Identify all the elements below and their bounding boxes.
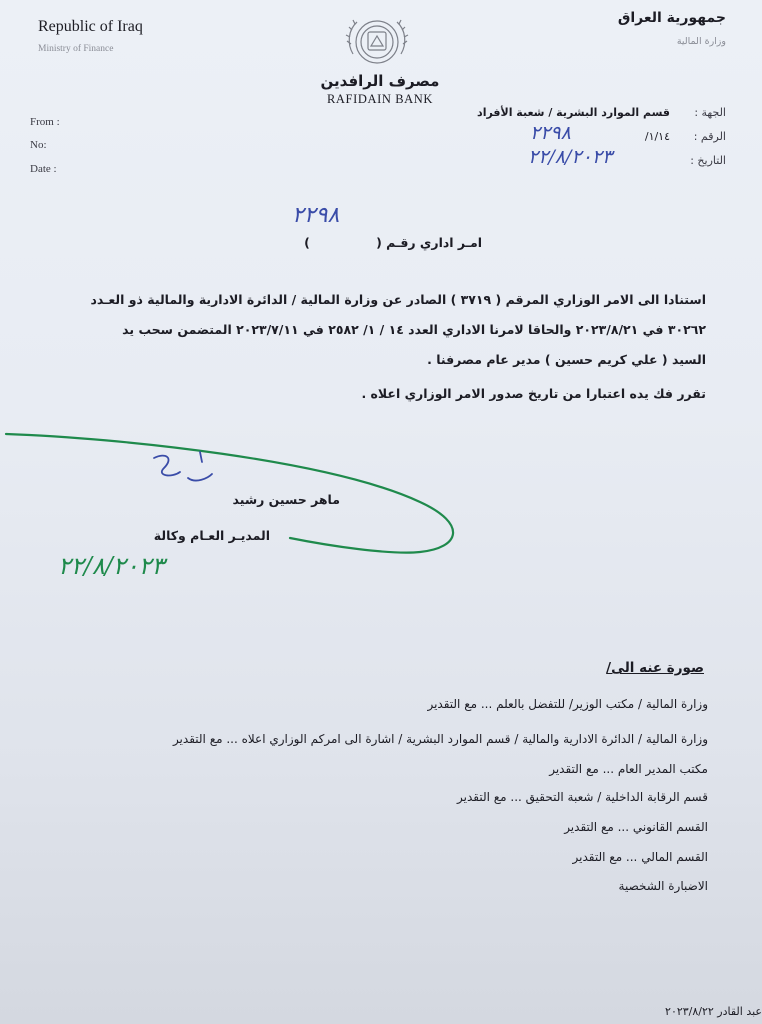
date-label: Date :: [30, 163, 57, 175]
date-label-ar: التاريخ :: [690, 154, 726, 167]
cc-item-6: القسم المالي ... مع التقدير: [572, 850, 708, 864]
order-title-prefix: امـر اداري رقـم (: [376, 235, 482, 250]
signatory-title: المديـر العـام وكالة: [153, 528, 270, 543]
rafidain-bank-seal-icon: [341, 10, 413, 74]
number-handwritten: ٢٢٩٨: [530, 122, 571, 144]
body-line-1: استنادا الى الامر الوزاري المرقم ( ٣٧١٩ ) الصادر عن وزارة المالية / الدائرة الادارية والمالية ذو العـدد: [90, 292, 706, 307]
header-ar-subtitle: وزارة المالية: [676, 36, 726, 47]
order-title-suffix: ): [304, 235, 310, 250]
header-en-subtitle: Ministry of Finance: [38, 44, 114, 54]
bank-name-en: RAFIDAIN BANK: [326, 92, 434, 106]
cc-item-2: وزارة المالية / الدائرة الادارية والمالية / قسم الموارد البشرية / اشارة الى امركم الوزاري اعلاه ... مع التقدير: [172, 732, 708, 746]
order-number-handwritten: ٢٢٩٨: [292, 203, 340, 228]
cc-item-1: وزارة المالية / مكتب الوزير/ للتفضل بالعلم ... مع التقدير: [427, 697, 708, 711]
green-handwritten-date: ٢٢/٨/٢٠٢٣: [58, 552, 165, 580]
body-line-2: ٣٠٢٦٢ في ٢٠٢٣/٨/٢١ والحاقا لامرنا الاداري العدد ١٤ / ١/ ٢٥٨٢ في ٢٠٢٣/٧/١١ المتضمن سحب يد: [122, 322, 706, 337]
number-printed: /١/١٤: [644, 130, 670, 143]
bank-name-ar: مصرف الرافدين: [320, 72, 440, 90]
body-line-3: السيد ( علي كريم حسين ) مدير عام مصرفنا .: [427, 352, 706, 367]
date-handwritten: ٢٢/٨/٢٠٢٣: [528, 146, 613, 168]
order-title: [288, 232, 482, 251]
body-line-4: تقرر فك يده اعتبارا من تاريخ صدور الامر الوزاري اعلاه .: [361, 386, 706, 401]
cc-title: صورة عنه الى/: [606, 660, 704, 676]
header-ar-title: جمهورية العراق: [617, 10, 726, 26]
no-label: No:: [30, 139, 47, 151]
header-en-title: Republic of Iraq: [38, 18, 143, 35]
footer-date: عبد القادر ٢٠٢٣/٨/٢٢: [665, 1005, 762, 1018]
entity-label: الجهة :: [694, 106, 726, 119]
entity-value: قسم الموارد البشرية / شعبة الأفراد: [477, 106, 670, 119]
cc-item-5: القسم القانوني ... مع التقدير: [564, 820, 708, 834]
signatory-name: ماهر حسين رشيد: [232, 492, 340, 507]
cc-item-7: الاضبارة الشخصية: [618, 879, 708, 893]
cc-item-3: مكتب المدير العام ... مع التقدير: [549, 762, 708, 776]
from-label: From :: [30, 116, 60, 128]
blue-signature-mark: [148, 448, 218, 492]
number-label: الرقم :: [693, 130, 726, 143]
cc-item-4: قسم الرقابة الداخلية / شعبة التحقيق ... مع التقدير: [457, 790, 708, 804]
